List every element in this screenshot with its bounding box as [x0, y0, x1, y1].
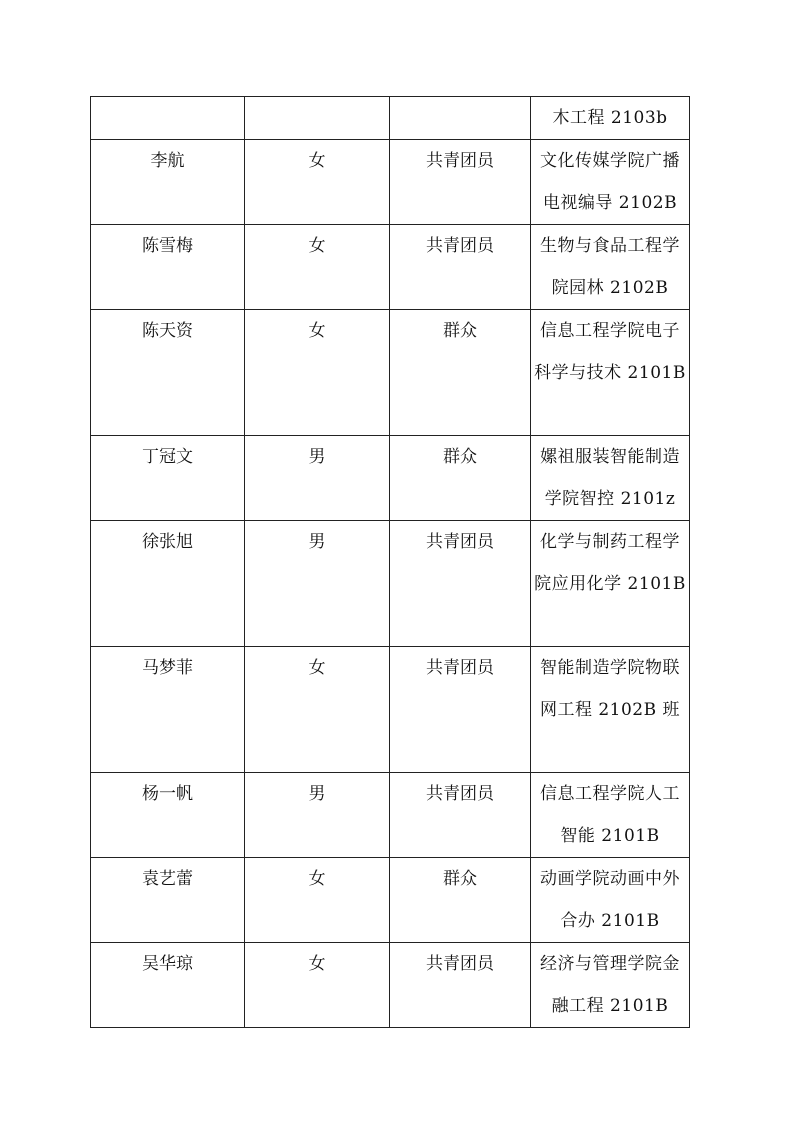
political-status-cell: 共青团员 [390, 647, 531, 773]
political-status-cell: 共青团员 [390, 225, 531, 310]
name-cell: 杨一帆 [91, 773, 245, 858]
table-row [91, 521, 690, 647]
unit-cell: 经济与管理学院金融工程 2101B [531, 943, 690, 1028]
political-status-cell: 群众 [390, 310, 531, 436]
unit-cell: 信息工程学院人工智能 2101B [531, 773, 690, 858]
gender-cell: 男 [245, 773, 390, 858]
name-cell: 丁冠文 [91, 436, 245, 521]
unit-cell: 木工程 2103b [531, 97, 690, 140]
political-status-cell: 群众 [390, 858, 531, 943]
unit-cell: 化学与制药工程学院应用化学 2101B [531, 521, 690, 647]
gender-cell: 女 [245, 140, 390, 225]
political-status-cell: 共青团员 [390, 773, 531, 858]
gender-cell: 女 [245, 225, 390, 310]
table-row [91, 436, 690, 521]
gender-cell: 女 [245, 943, 390, 1028]
unit-cell: 文化传媒学院广播电视编导 2102B [531, 140, 690, 225]
name-cell: 吴华琼 [91, 943, 245, 1028]
unit-cell: 动画学院动画中外合办 2101B [531, 858, 690, 943]
political-status-cell: 共青团员 [390, 521, 531, 647]
table-row [91, 858, 690, 943]
table-row [91, 140, 690, 225]
table-row [91, 773, 690, 858]
name-cell [91, 97, 245, 140]
name-cell: 马梦菲 [91, 647, 245, 773]
name-cell: 李航 [91, 140, 245, 225]
gender-cell [245, 97, 390, 140]
political-status-cell: 共青团员 [390, 140, 531, 225]
unit-cell: 智能制造学院物联网工程 2102B 班 [531, 647, 690, 773]
political-status-cell [390, 97, 531, 140]
name-cell: 陈雪梅 [91, 225, 245, 310]
table-row [91, 647, 690, 773]
gender-cell: 男 [245, 436, 390, 521]
name-cell: 陈天资 [91, 310, 245, 436]
table-row [91, 97, 690, 140]
table-row [91, 310, 690, 436]
gender-cell: 女 [245, 858, 390, 943]
table-row [91, 943, 690, 1028]
political-status-cell: 群众 [390, 436, 531, 521]
name-cell: 袁艺蕾 [91, 858, 245, 943]
gender-cell: 女 [245, 647, 390, 773]
unit-cell: 嫘祖服装智能制造学院智控 2101z [531, 436, 690, 521]
name-cell: 徐张旭 [91, 521, 245, 647]
political-status-cell: 共青团员 [390, 943, 531, 1028]
table-row [91, 225, 690, 310]
student-roster-table [90, 96, 690, 1028]
unit-cell: 信息工程学院电子科学与技术 2101B [531, 310, 690, 436]
gender-cell: 男 [245, 521, 390, 647]
unit-cell: 生物与食品工程学院园林 2102B [531, 225, 690, 310]
gender-cell: 女 [245, 310, 390, 436]
